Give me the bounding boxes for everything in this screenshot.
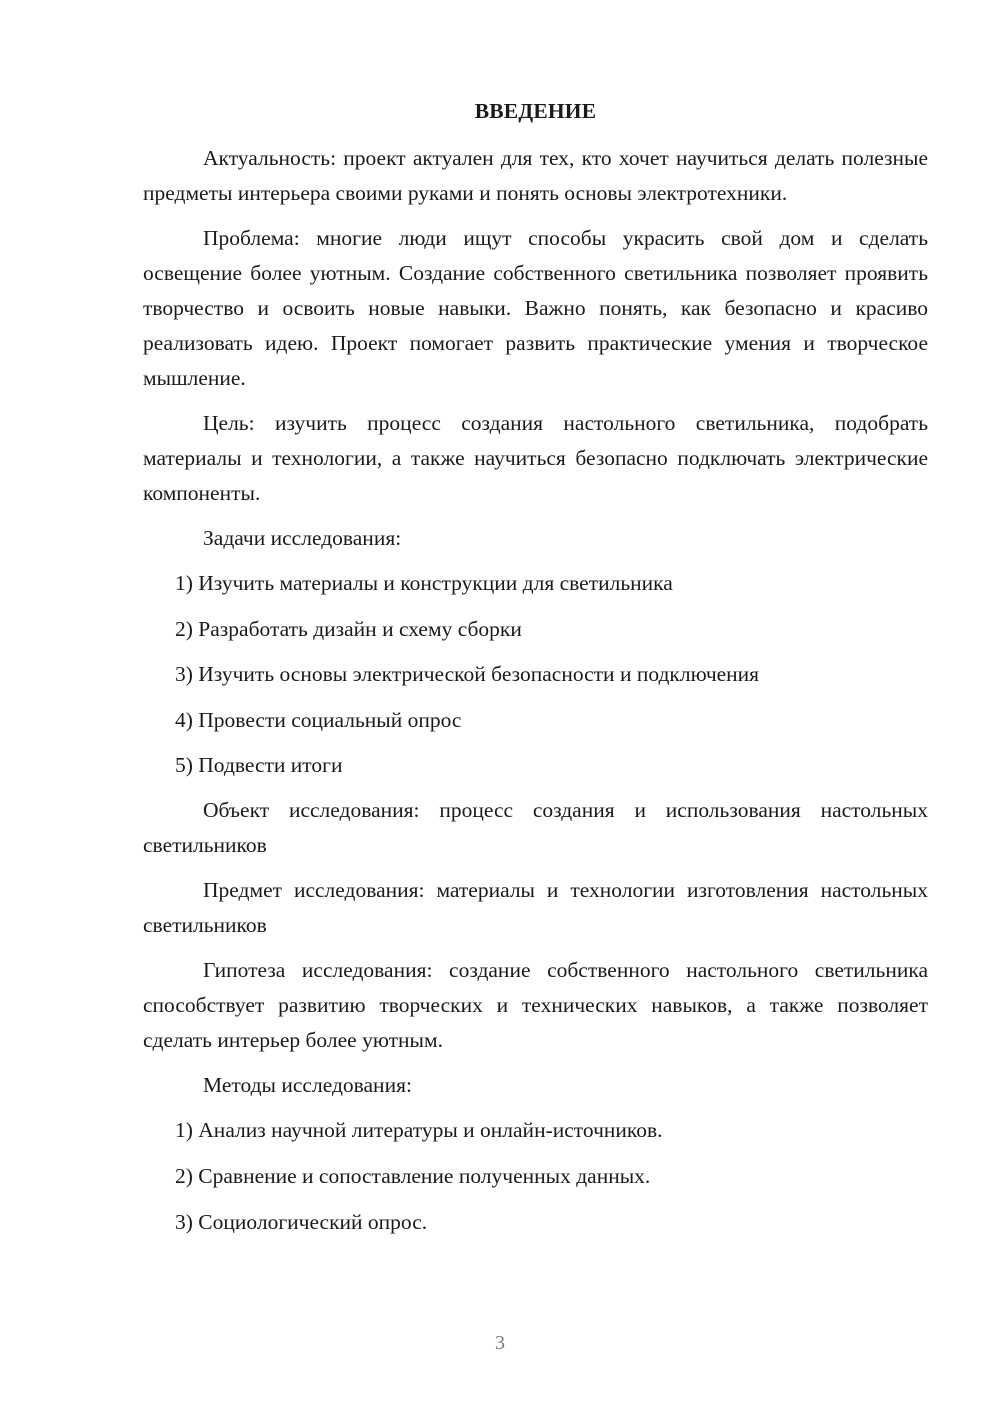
list-item: 3) Социологический опрос.	[175, 1209, 428, 1234]
subject-paragraph: Предмет исследования: материалы и технологии изготовления настольных светильников	[143, 878, 928, 938]
list-item: 3) Изучить основы электрической безопасности и подключения	[175, 662, 760, 687]
list-item: 5) Подвести итоги	[175, 753, 343, 778]
relevance-paragraph: Актуальность: проект актуален для тех, кто хочет научиться делать полезные предметы интерьера своими руками и понять основы электротехники.	[143, 146, 928, 205]
list-item: 2) Сравнение и сопоставление полученных данных.	[175, 1163, 651, 1188]
page-title: ВВЕДЕНИЕ	[474, 99, 597, 123]
tasks-list	[143, 566, 928, 783]
object-paragraph: Объект исследования: процесс создания и использования настольных светильников	[143, 798, 928, 858]
methods-heading: Методы исследования:	[203, 1073, 412, 1098]
hypothesis-paragraph: Гипотеза исследования: создание собственного настольного светильника способствует развитию творческих и технических навыков, а также позволяет сделать интерьер более уютным.	[143, 958, 928, 1053]
page-content	[143, 94, 928, 1250]
page-number: 3	[495, 1332, 505, 1354]
goal-paragraph: Цель: изучить процесс создания настольного светильника, подобрать материалы и технологии, а также научиться безопасно подключать электрические компоненты.	[143, 411, 928, 505]
tasks-heading: Задачи исследования:	[203, 526, 402, 550]
problem-paragraph: Проблема: многие люди ищут способы украсить свой дом и сделать освещение более уютным. Создание собственного светильника позволяет проявить творчество и освоить новые навыки. Важно понять, как безопасно и красиво реализовать идею. Проект помогает развить практические умения и творческое мышление.	[143, 226, 928, 390]
list-item: 2) Разработать дизайн и схему сборки	[175, 616, 522, 641]
list-item: 1) Анализ научной литературы и онлайн-источников.	[175, 1118, 663, 1143]
methods-list	[143, 1113, 928, 1239]
list-item: 4) Провести социальный опрос	[175, 707, 462, 732]
list-item: 1) Изучить материалы и конструкции для светильника	[175, 571, 673, 595]
